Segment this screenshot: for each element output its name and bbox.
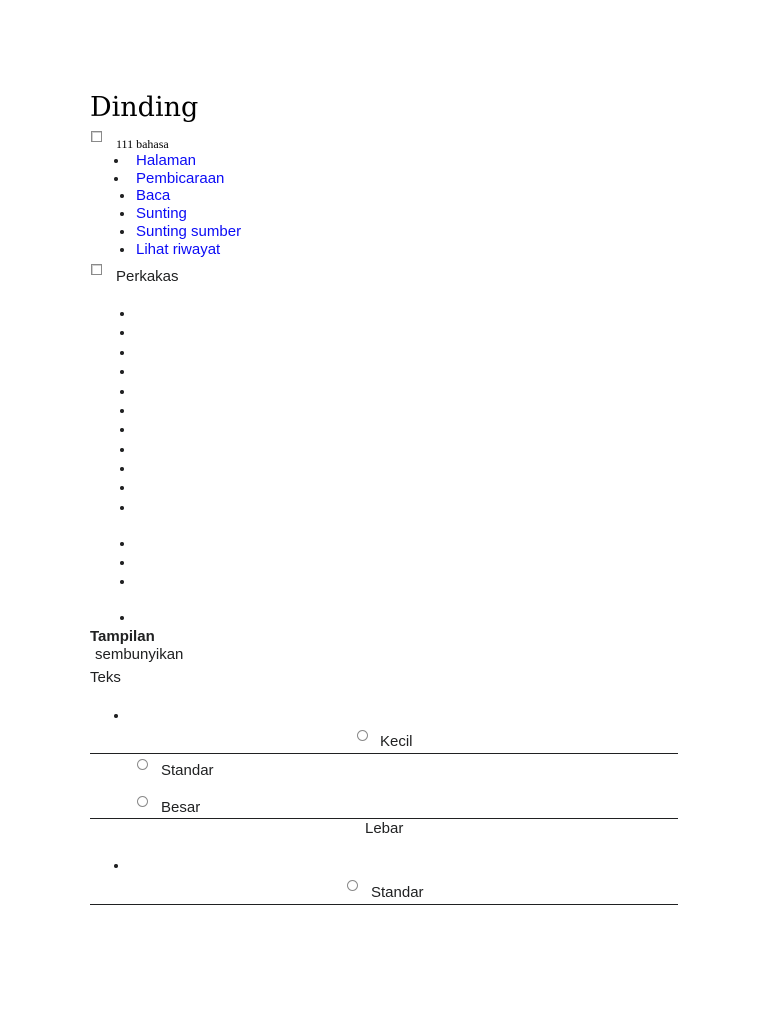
width-heading: Lebar [365,820,404,837]
languages-checkbox[interactable] [91,131,102,142]
tool-bullet [120,331,124,335]
bullet [114,177,118,181]
tool-bullet [120,370,124,374]
tool-bullet [120,312,124,316]
divider [90,904,678,905]
tools-checkbox[interactable] [91,264,102,275]
tool-bullet [120,428,124,432]
nav-link-halaman[interactable]: Halaman [136,152,197,169]
tool-bullet [120,486,124,490]
text-size-kecil-label[interactable]: Kecil [380,733,413,750]
appearance-hide-button[interactable]: sembunyikan [95,646,184,663]
nav-link-lihat-riwayat[interactable]: Lihat riwayat [136,241,221,258]
width-standar-label[interactable]: Standar [371,884,424,901]
tool-bullet [120,616,124,620]
text-size-bullet [114,714,118,718]
text-size-standar-radio[interactable] [137,759,148,770]
nav-link-sunting-sumber[interactable]: Sunting sumber [136,223,242,240]
tool-bullet [120,409,124,413]
appearance-heading: Tampilan [90,628,155,645]
page-title: Dinding [90,92,199,123]
tool-bullet [120,542,124,546]
nav-link-sunting[interactable]: Sunting [136,205,187,222]
tool-bullet [120,561,124,565]
text-size-besar-radio[interactable] [137,796,148,807]
text-size-standar-label[interactable]: Standar [161,762,214,779]
nav-link-pembicaraan[interactable]: Pembicaraan [136,170,225,187]
tool-bullet [120,390,124,394]
tool-bullet [120,467,124,471]
text-size-heading: Teks [90,669,121,686]
bullet [114,159,118,163]
bullet [120,248,124,252]
bullet [120,230,124,234]
width-bullet [114,864,118,868]
text-size-besar-label[interactable]: Besar [161,799,201,816]
languages-label[interactable]: 111 bahasa [116,137,169,151]
text-size-kecil-radio[interactable] [357,730,368,741]
bullet [120,194,124,198]
nav-link-baca[interactable]: Baca [136,187,171,204]
tool-bullet [120,506,124,510]
width-standar-radio[interactable] [347,880,358,891]
bullet [120,212,124,216]
tool-bullet [120,580,124,584]
divider [90,818,678,819]
divider [90,753,678,754]
tools-label[interactable]: Perkakas [116,268,179,285]
tool-bullet [120,351,124,355]
tool-bullet [120,448,124,452]
